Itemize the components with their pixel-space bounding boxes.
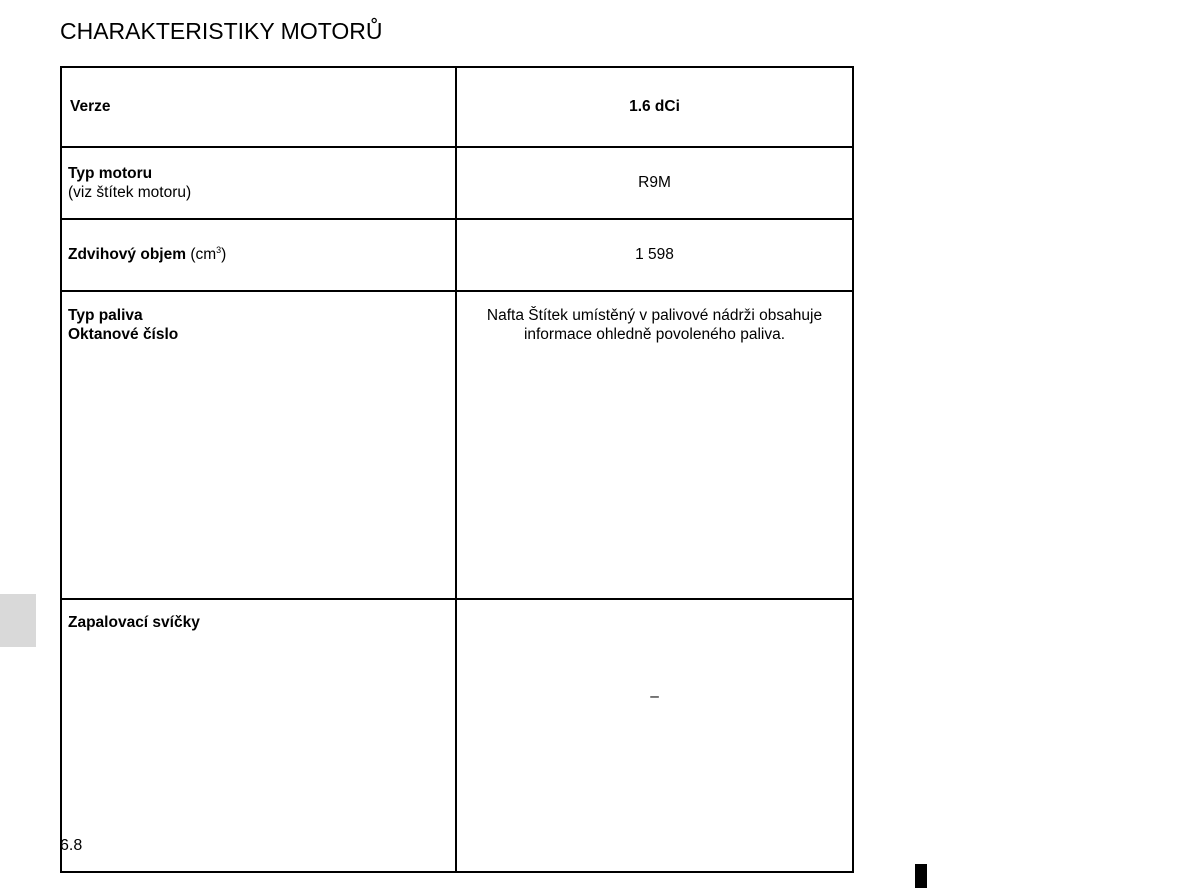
fuel-value-line-1: Nafta Štítek umístěný v palivové nádrži obsahuje	[486, 307, 823, 324]
fuel-type-label: Typ paliva	[68, 307, 143, 324]
engine-type-label: Typ motoru	[68, 165, 153, 182]
version-value-cell	[456, 67, 853, 147]
table-row-engine-type	[61, 147, 853, 219]
displacement-unit-superscript: 3	[216, 244, 222, 255]
fuel-value-line-2: informace ohledně povoleného paliva.	[523, 326, 786, 343]
displacement-unit-close: )	[221, 246, 227, 263]
spark-plugs-label: Zapalovací svíčky	[68, 614, 200, 631]
chapter-tab-marker	[0, 594, 36, 647]
table-row-spark-plugs	[61, 599, 853, 872]
displacement-label-cell	[61, 219, 456, 291]
spark-plugs-value-cell	[456, 599, 853, 872]
displacement-value-cell	[456, 219, 853, 291]
version-label: Verze	[70, 98, 111, 115]
version-label-cell	[61, 67, 456, 147]
page-title: CHARAKTERISTIKY MOTORŮ	[60, 18, 383, 44]
page-number: 6.8	[60, 837, 83, 854]
displacement-label: Zdvihový objem	[68, 246, 186, 263]
engine-type-value: R9M	[638, 174, 671, 191]
engine-spec-table	[60, 66, 854, 873]
table-row-fuel	[61, 291, 853, 599]
displacement-unit: (cm	[190, 246, 217, 263]
table-row-displacement	[61, 219, 853, 291]
table-row-version	[61, 67, 853, 147]
engine-type-sublabel: (viz štítek motoru)	[68, 184, 192, 201]
octane-label: Oktanové číslo	[68, 326, 179, 343]
version-value: 1.6 dCi	[629, 98, 680, 115]
spark-plugs-label-cell	[61, 599, 456, 872]
displacement-value: 1 598	[635, 246, 674, 263]
engine-type-label-cell	[61, 147, 456, 219]
fuel-value-cell	[456, 291, 853, 599]
fuel-label-cell	[61, 291, 456, 599]
engine-type-value-cell	[456, 147, 853, 219]
corner-crop-mark	[915, 864, 927, 888]
spark-plugs-value: –	[650, 688, 659, 705]
